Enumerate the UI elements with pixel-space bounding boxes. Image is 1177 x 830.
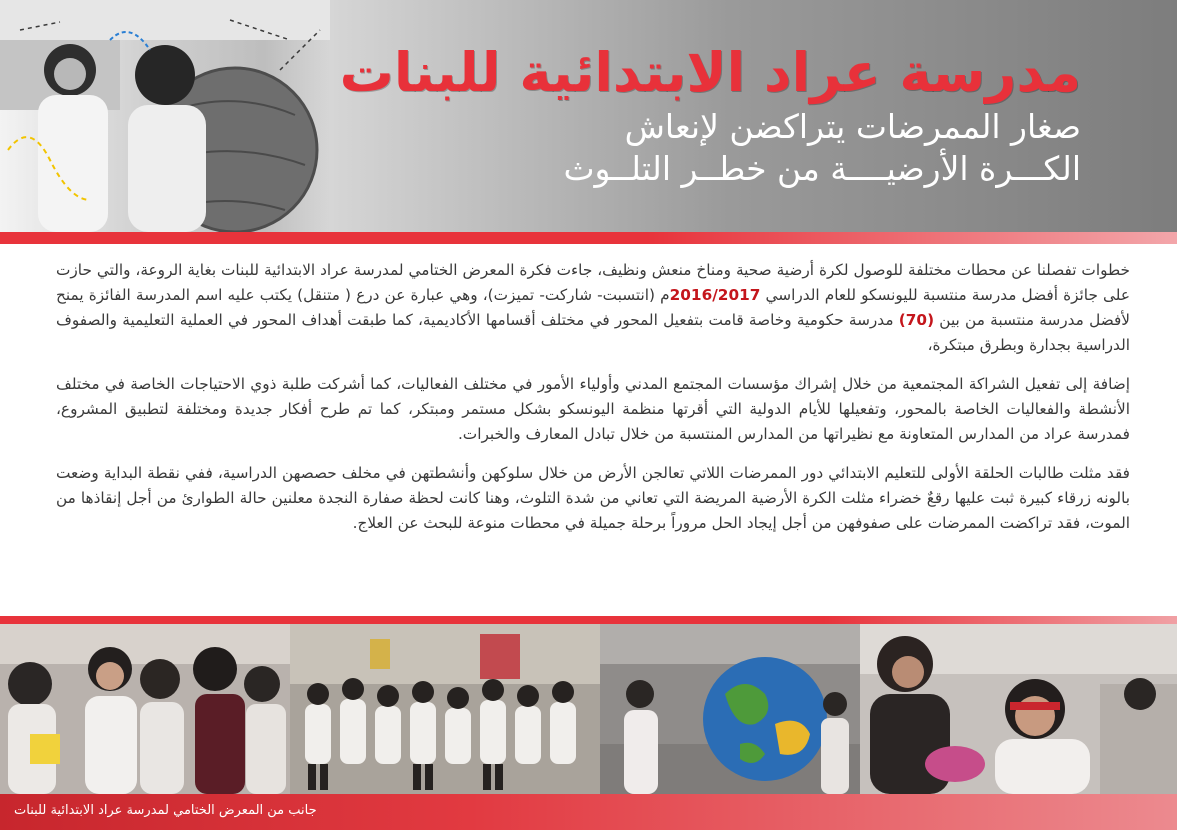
- highlight-school-year: 2016/2017: [669, 286, 761, 304]
- paragraph-1-part-a: خطوات تفصلنا عن محطات مختلفة للوصول لكرة أرضية صحية ومناخ منعش ونظيف، جاءت فكرة المعرض الختامي لمدرسة عراد الابتدائية للبنات بغاية الروعة، والتي حازت على جائزة أفضل مدرسة منتسبة لليونسكو للعام الدراسي: [56, 261, 1130, 304]
- paragraph-2: إضافة إلى تفعيل الشراكة المجتمعية من خلال إشراك مؤسسات المجتمع المدني وأولياء الأمور في مختلف الفعاليات، كما أشركت طلبة ذوي الاحتياجات الخاصة في مختلف الأنشطة والفعاليات الخاصة بالمحور، وتفعيلها للأيام الدولية التي أقرتها منظمة اليونسكو بشكل مستمر ومبتكر، كما تم طرح أفكار جديدة ومختلفة لتطبيق المشروع، فمدرسة عراد من المدارس المتعاونة مع نظيراتها من المدارس المنتسبة من خلال تبادل المعارف والخبرات.: [56, 375, 1130, 443]
- paragraph-1: [56, 258, 1130, 358]
- header-photo-illustration: [0, 0, 330, 232]
- paragraph-1-part-c: مدرسة حكومية وخاصة قامت بتفعيل المحور في مختلف أقسامها الأكاديمية، كما طبقت أهداف المحور في العملية التعليمية والصفوف الدراسية بجدارة وبطرق مبتكرة،: [56, 311, 1130, 354]
- photo-teacher-student: [860, 624, 1177, 794]
- page-title: مدرسة عراد الابتدائية للبنات: [339, 41, 1081, 104]
- photo-hall-students: [290, 624, 600, 794]
- photo-strip-top-divider: [0, 616, 1177, 624]
- photo-caption-bar: [0, 794, 1177, 830]
- photo-strip: [0, 624, 1177, 794]
- title-block: [321, 40, 1081, 190]
- photo-classroom-girls: [0, 624, 290, 794]
- header-red-divider: [0, 232, 1177, 244]
- article-body: [56, 258, 1130, 550]
- highlight-school-count: (70): [898, 311, 935, 329]
- photo-collage: [0, 624, 1177, 794]
- header-banner: [0, 0, 1177, 232]
- paragraph-1-part-b: م (انتسبت- شاركت- تميزت)، وهي عبارة عن درع ( متنقل) يكتب عليه اسم المدرسة الفائزة يمنح لأفضل مدرسة منتسبة من بين: [56, 286, 1130, 329]
- subtitle-line-1: صغار الممرضات يتراكضن لإنعاش: [624, 107, 1081, 146]
- photo-globe-balloon: [600, 624, 860, 794]
- header-photo-students-globe: [0, 0, 330, 232]
- paragraph-3: فقد مثلت طالبات الحلقة الأولى للتعليم الابتدائي دور الممرضات اللاتي تعالجن الأرض من خلال سلوكهن وأنشطتهن في مخلف حصصهن الدراسية، ففي نقطة البداية وضعت بالونه زرقاء كبيرة ثبت عليها رقعٌ خضراء مثلت الكرة الأرضية المريضة التي تعاني من شدة التلوث، وهنا كانت لحظة صفارة النجدة معلنين حالة الطوارئ من أجل إنقاذها من الموت، فقد تراكضت الممرضات على صفوفهن من أجل إيجاد الحل مروراً برحلة جميلة في محطات منوعة للبحث عن العلاج.: [56, 464, 1130, 532]
- photo-caption: جانب من المعرض الختامي لمدرسة عراد الابتدائية للبنات: [14, 803, 317, 818]
- subtitle-line-2: الكـــرة الأرضيــــة من خطــر التلــوث: [563, 149, 1081, 188]
